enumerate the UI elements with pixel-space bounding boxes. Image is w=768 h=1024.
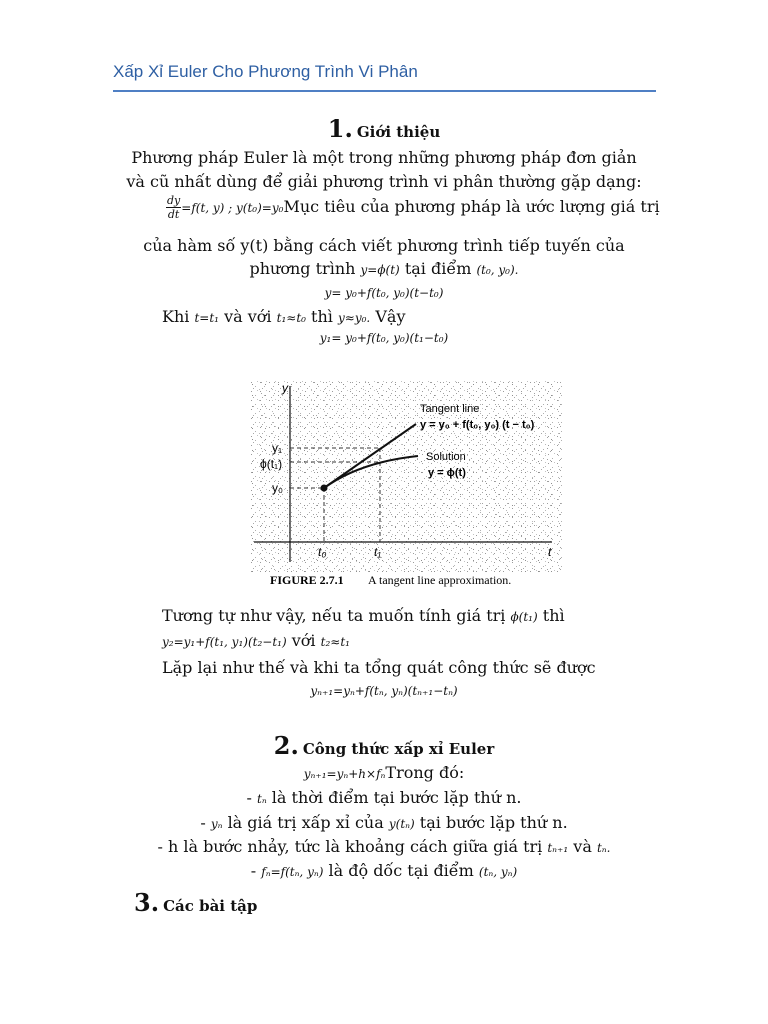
intro-line-3: [166, 194, 660, 221]
figure-caption-label: FIGURE 2.7.1: [270, 573, 344, 587]
tangent-figure: [250, 380, 562, 592]
t-axis-label: t: [548, 545, 552, 559]
y2-line: y₂=y₁+f(t₁, y₁)(t₂−t₁) với t₂≈t₁: [162, 631, 350, 650]
section-3-heading: [134, 888, 257, 917]
p2-line: Tương tự như vậy, nếu ta muốn tính giá trị ϕ(t₁) thì: [162, 606, 565, 625]
intro-line-2: và cũ nhất dùng để giải phương trình vi phân thường gặp dạng:: [126, 172, 642, 191]
general-equation: yₙ₊₁=yₙ+f(tₙ, yₙ)(tₙ₊₁−tₙ): [310, 684, 458, 698]
section-2-number: 2.: [273, 731, 299, 760]
section-2-heading: [0, 731, 768, 760]
header-rule: [113, 90, 656, 92]
phi-t1-label: ϕ(t₁): [260, 457, 283, 471]
document-header: Xấp Xỉ Euler Cho Phương Trình Vi Phân: [113, 62, 418, 81]
section-3-title: Các bài tập: [163, 897, 258, 915]
initial-point-dot: [321, 485, 328, 492]
section-1-number: 1.: [327, 114, 353, 143]
bullet-tn: - tₙ là thời điểm tại bước lặp thứ n.: [246, 788, 522, 807]
solution-title: Solution: [426, 451, 466, 463]
y1-equation: y₁= y₀+f(t₀, y₀)(t₁−t₀): [319, 331, 449, 345]
euler-formula: yₙ₊₁=yₙ+h×fₙ: [303, 767, 386, 781]
khi-line: Khi t=t₁ và với t₁≈t₀ thì y≈y₀. Vậy: [162, 307, 406, 326]
solution-equation: y = ϕ(t): [428, 467, 466, 479]
t0-label: t₀: [318, 545, 327, 559]
intro-line-1: Phương pháp Euler là một trong những phương pháp đơn giản: [131, 148, 637, 167]
figure-caption-text: A tangent line approximation.: [368, 573, 512, 587]
tangent-line-title: Tangent line: [420, 403, 480, 415]
ode-formula: =f(t, y) ; y(t₀)=y₀: [181, 201, 284, 215]
bullet-h: - h là bước nhảy, tức là khoảng cách giữa giá trị tₙ₊₁ và tₙ.: [157, 837, 611, 856]
y-axis-label: y: [282, 381, 288, 395]
tangent-equation: y= y₀+f(t₀, y₀)(t−t₀): [324, 286, 444, 300]
tangent-figure-svg: [250, 380, 562, 592]
section-1-title: Giới thiệu: [356, 123, 441, 141]
section-2-title: Công thức xấp xỉ Euler: [302, 740, 495, 758]
section-1-heading: [0, 114, 768, 143]
tangent-line-equation: y = y₀ + f(t₀, y₀) (t − t₀): [420, 419, 535, 431]
intro-line-4: của hàm số y(t) bằng cách viết phương trình tiếp tuyến của: [143, 236, 625, 255]
initial-point: (t₀, y₀).: [476, 263, 519, 277]
phi-function: y=ϕ(t): [360, 263, 400, 277]
p3-line: Lặp lại như thế và khi ta tổng quát công thức sẽ được: [162, 658, 596, 677]
section-3-number: 3.: [134, 888, 160, 917]
figure-background-noise: [250, 380, 562, 572]
intro-line-5: phương trình y=ϕ(t) tại điểm (t₀, y₀).: [249, 259, 519, 278]
t1-label: t₁: [374, 545, 382, 559]
dy-dt-fraction: $\frac{dy}{dt}$: [167, 194, 181, 221]
y1-label: y₁: [272, 441, 283, 455]
intro-line-3-text: Mục tiêu của phương pháp là ước lượng giá trị: [283, 197, 660, 216]
euler-formula-line: yₙ₊₁=yₙ+h×fₙTrong đó:: [303, 763, 465, 782]
bullet-fn: - fₙ=f(tₙ, yₙ) là độ dốc tại điểm (tₙ, yₙ): [250, 861, 518, 880]
bullet-yn: - yₙ là giá trị xấp xỉ của y(tₙ) tại bước lặp thứ n.: [200, 813, 568, 832]
y2-equation: y₂=y₁+f(t₁, y₁)(t₂−t₁): [162, 635, 287, 649]
y0-label: y₀: [272, 481, 283, 495]
